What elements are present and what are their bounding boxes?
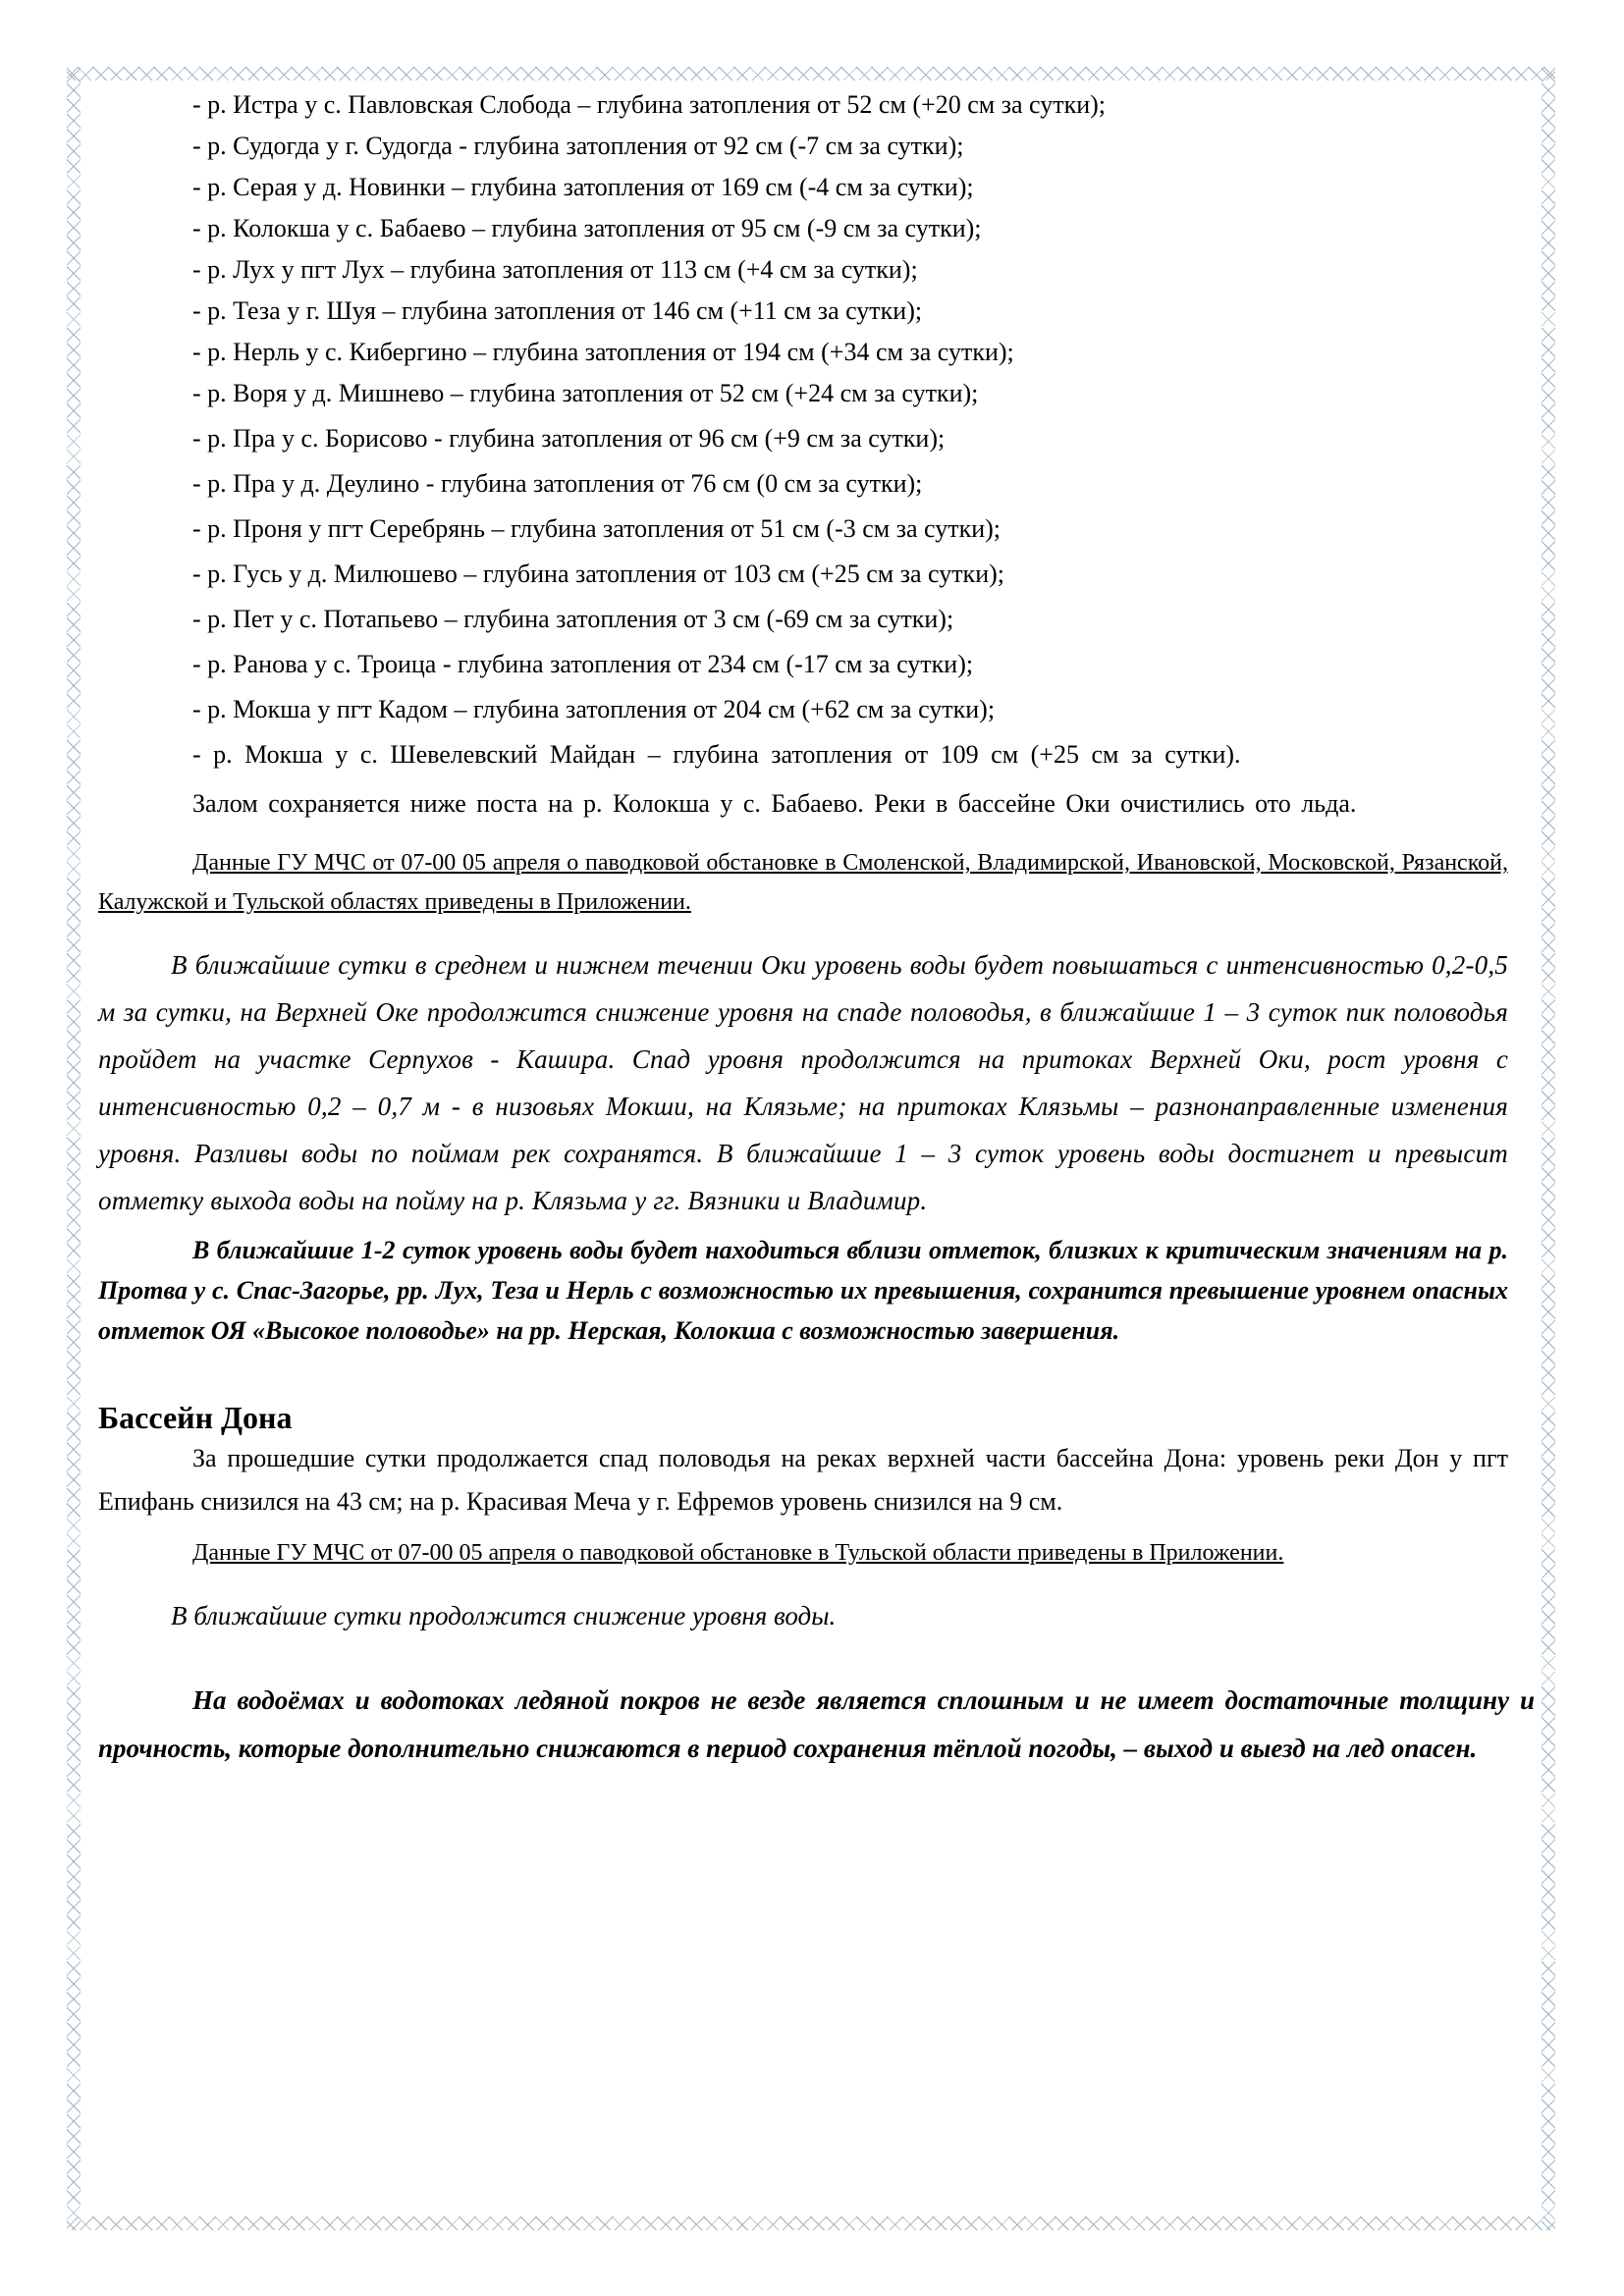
river-item: - р. Ранова у с. Троица - глубина затопления от 234 см (-17 см за сутки);: [192, 650, 974, 678]
don-summary-paragraph: За прошедшие сутки продолжается спад половодья на реках верхней части бассейна Дона: уровень реки Дон у пгт Епифань снизился на 43 см; на р. Красивая Меча у г. Ефремов уровень снизился на 9 см.: [98, 1444, 1508, 1516]
river-item: - р. Нерль у с. Кибергино – глубина затопления от 194 см (+34 см за сутки);: [192, 338, 1014, 366]
river-item: - р. Судогда у г. Судогда - глубина затопления от 92 см (-7 см за сутки);: [192, 132, 964, 160]
river-item: - р. Воря у д. Мишнево – глубина затопления от 52 см (+24 см за сутки);: [192, 379, 979, 407]
river-item: - р. Теза у г. Шуя – глубина затопления от 146 см (+11 см за сутки);: [192, 296, 923, 325]
river-item: - р. Гусь у д. Милюшево – глубина затопления от 103 см (+25 см за сутки);: [192, 560, 1004, 588]
page-border-bottom: [67, 2216, 1555, 2230]
river-item: - р. Мокша у пгт Кадом – глубина затопления от 204 см (+62 см за сутки);: [192, 695, 996, 723]
section-heading-don: Бассейн Дона: [98, 1400, 293, 1435]
river-item: - р. Серая у д. Новинки – глубина затопления от 169 см (-4 см за сутки);: [192, 173, 974, 201]
river-item: - р. Колокша у с. Бабаево – глубина затопления от 95 см (-9 см за сутки);: [192, 214, 982, 242]
river-item: - р. Мокша у с. Шевелевский Майдан – глубина затопления от 109 см (+25 см за сутки).: [192, 740, 1241, 769]
river-item: - р. Пра у с. Борисово - глубина затопления от 96 см (+9 см за сутки);: [192, 424, 946, 453]
oka-data-note: Данные ГУ МЧС от 07-00 05 апреля о паводковой обстановке в Смоленской, Владимирской, Ивановской, Московской, Рязанской, Калужской и Тульской областях приведены в Приложении.: [98, 850, 1508, 915]
don-forecast-paragraph: В ближайшие сутки продолжится снижение уровня воды.: [171, 1601, 837, 1630]
oka-forecast-paragraph: В ближайшие сутки в среднем и нижнем течении Оки уровень воды будет повышаться с интенсивностью 0,2-0,5 м за сутки, на Верхней Оке продолжится снижение уровня на спаде половодья, в ближайшие 1 – 3 суток пик половодья пройдет на участке Серпухов - Кашира. Спад уровня продолжится на притоках Верхней Оки, рост уровня с интенсивностью 0,2 – 0,7 м - в низовьях Мокши, на Клязьме; на притоках Клязьмы – разнонаправленные изменения уровня. Разливы воды по поймам рек сохранятся. В ближайшие 1 – 3 суток уровень воды достигнет и превысит отметку выхода воды на пойму на р. Клязьма у гг. Вязники и Владимир.: [98, 950, 1508, 1215]
oka-ice-jam-paragraph: Залом сохраняется ниже поста на р. Колокша у с. Бабаево. Реки в бассейне Оки очистились ото льда.: [192, 789, 1357, 818]
page-border-top: [67, 67, 1555, 80]
river-item: - р. Истра у с. Павловская Слобода – глубина затопления от 52 см (+20 см за сутки);: [192, 90, 1106, 119]
oka-critical-forecast: В ближайшие 1-2 суток уровень воды будет находиться вблизи отметок, близких к критическим значениям на р. Протва у с. Спас-Загорье, рр. Лух, Теза и Нерль с возможностью их превышения, сохранится превышение уровнем опасных отметок ОЯ «Высокое половодье» на рр. Нерская, Колокша с возможностью завершения.: [98, 1236, 1508, 1345]
river-item: - р. Пра у д. Деулино - глубина затопления от 76 см (0 см за сутки);: [192, 469, 923, 498]
ice-safety-warning: На водоёмах и водотоках ледяной покров не везде является сплошным и не имеет достаточные толщину и прочность, которые дополнительно снижаются в период сохранения тёплой погоды, – выход и выезд на лед опасен.: [98, 1685, 1535, 1763]
river-item: - р. Проня у пгт Серебрянь – глубина затопления от 51 см (-3 см за сутки);: [192, 514, 1001, 543]
page-border-right: [1542, 67, 1555, 2230]
oka-river-list: [98, 84, 1508, 775]
page-border-left: [67, 67, 81, 2230]
river-item: - р. Лух у пгт Лух – глубина затопления от 113 см (+4 см за сутки);: [192, 255, 918, 284]
river-item: - р. Пет у с. Потапьево – глубина затопления от 3 см (-69 см за сутки);: [192, 605, 954, 633]
document-content: [98, 84, 1535, 1773]
don-data-note: Данные ГУ МЧС от 07-00 05 апреля о паводковой обстановке в Тульской области приведены в Приложении.: [192, 1540, 1284, 1566]
